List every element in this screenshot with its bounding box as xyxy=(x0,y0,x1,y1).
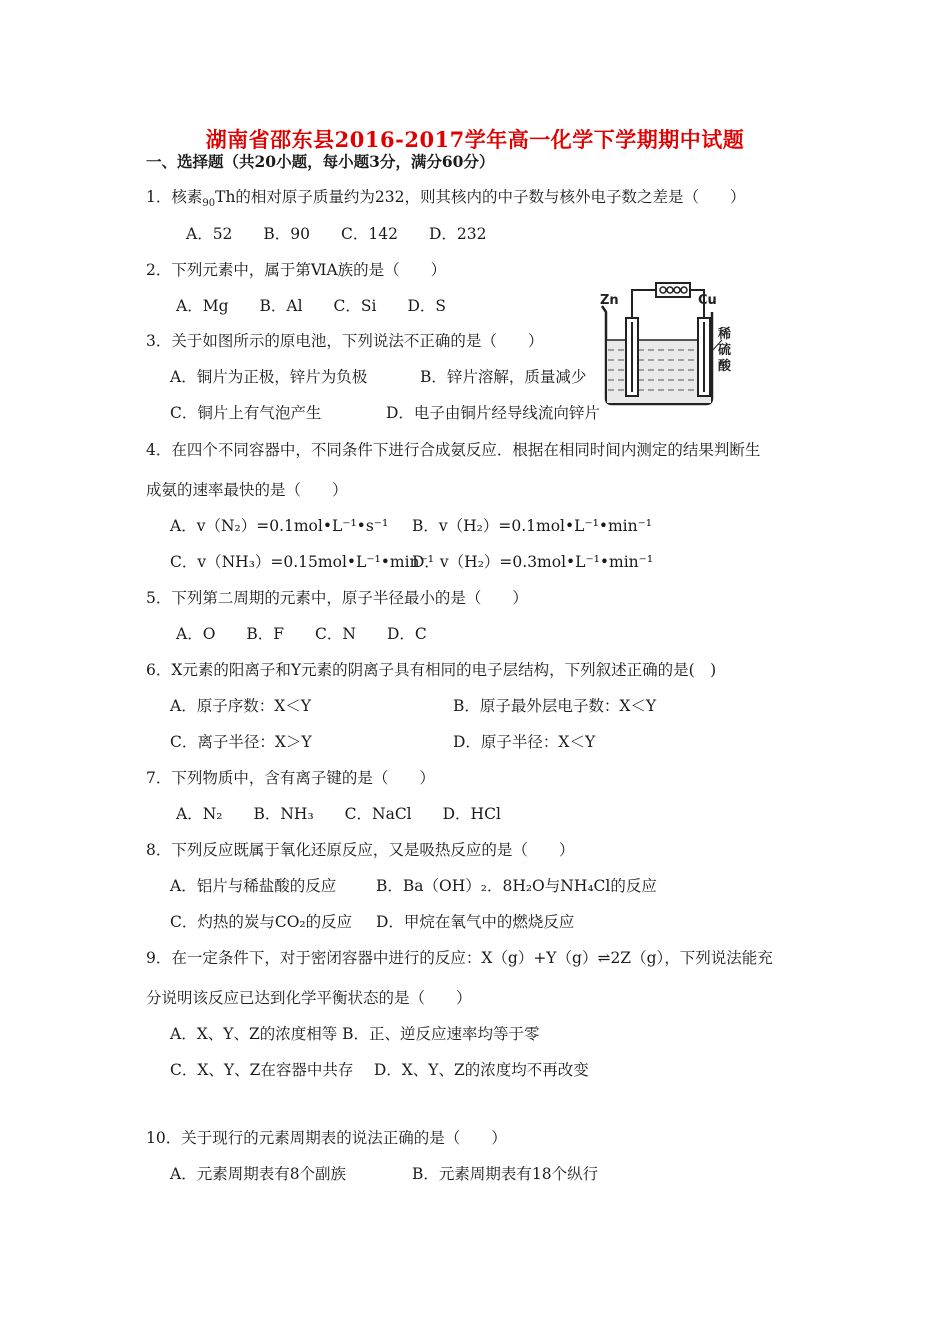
question-3-option-a: A．铜片为正极，锌片为负极 xyxy=(170,368,368,386)
question-7: 7．下列物质中，含有离子键的是（ ） xyxy=(146,769,435,787)
question-3-option-c: C．铜片上有气泡产生 xyxy=(170,404,322,422)
question-4-option-d: D．v（H₂）=0.3mol•L⁻¹•min⁻¹ xyxy=(412,553,654,571)
question-8: 8．下列反应既属于氧化还原反应，又是吸热反应的是（ ） xyxy=(146,841,575,859)
zn-label: Zn xyxy=(600,293,619,308)
question-3-option-b: B．锌片溶解，质量减少 xyxy=(420,368,587,386)
question-6-option-a: A．原子序数：X＜Y xyxy=(170,697,311,715)
question-5: 5．下列第二周期的元素中，原子半径最小的是（ ） xyxy=(146,589,528,607)
question-6-option-d: D．原子半径：X＜Y xyxy=(453,733,596,751)
question-8-option-a: A．铝片与稀盐酸的反应 xyxy=(170,877,337,895)
question-8-option-c: C．灼热的炭与CO₂的反应 xyxy=(170,913,353,931)
galvanic-cell-diagram xyxy=(594,270,744,410)
question-10-option-a: A．元素周期表有8个副族 xyxy=(170,1165,347,1183)
acid-label-2: 硫 xyxy=(718,343,732,358)
galvanic-cell-svg xyxy=(594,270,744,410)
question-6: 6．X元素的阳离子和Y元素的阴离子具有相同的电子层结构，下列叙述正确的是( ) xyxy=(146,661,717,679)
section-heading: 一、选择题（共20小题，每小题3分，满分60分） xyxy=(146,152,495,171)
page-title: 湖南省邵东县2016-2017学年高一化学下学期期中试题 xyxy=(205,127,745,152)
question-9-options-cd: C．X、Y、Z在容器中共存 D．X、Y、Z的浓度均不再改变 xyxy=(170,1061,589,1079)
question-9-line-1: 9．在一定条件下，对于密闭容器中进行的反应：X（g）+Y（g）⇌2Z（g），下列说法能充 xyxy=(146,949,773,967)
question-10-option-b: B．元素周期表有18个纵行 xyxy=(412,1165,599,1183)
question-4-line-2: 成氨的速率最快的是（ ） xyxy=(146,481,348,499)
question-4-line-1: 4．在四个不同容器中，不同条件下进行合成氨反应．根据在相同时间内测定的结果判断生 xyxy=(146,441,761,459)
question-3: 3．关于如图所示的原电池，下列说法不正确的是（ ） xyxy=(146,332,544,350)
question-9-options-ab: A．X、Y、Z的浓度相等 B．正、逆反应速率均等于零 xyxy=(170,1025,540,1043)
question-1-prefix: 1．核素 xyxy=(146,188,203,206)
acid-label-3: 酸 xyxy=(718,359,732,374)
question-8-option-d: D．甲烷在氧气中的燃烧反应 xyxy=(376,913,575,931)
cu-label: Cu xyxy=(698,293,717,308)
question-4-option-c: C．v（NH₃）=0.15mol•L⁻¹•min⁻¹ xyxy=(170,553,434,571)
question-4-option-b: B．v（H₂）=0.1mol•L⁻¹•min⁻¹ xyxy=(412,517,653,535)
question-8-option-b: B．Ba（OH）₂．8H₂O与NH₄Cl的反应 xyxy=(376,877,657,895)
question-4-option-a: A．v（N₂）=0.1mol•L⁻¹•s⁻¹ xyxy=(170,517,389,535)
question-3-option-d: D．电子由铜片经导线流向锌片 xyxy=(386,404,600,422)
question-5-options: A．O B．F C．N D．C xyxy=(176,625,427,643)
question-10: 10．关于现行的元素周期表的说法正确的是（ ） xyxy=(146,1129,507,1147)
question-2-options: A．Mg B．Al C．Si D．S xyxy=(176,297,447,315)
question-1 xyxy=(146,187,746,210)
question-6-option-b: B．原子最外层电子数：X＜Y xyxy=(453,697,657,715)
question-1-subscript: 90 xyxy=(202,198,216,210)
question-7-options: A．N₂ B．NH₃ C．NaCl D．HCl xyxy=(176,805,501,823)
question-1-options: A．52 B．90 C．142 D．232 xyxy=(186,225,487,243)
question-6-option-c: C．离子半径：X＞Y xyxy=(170,733,312,751)
acid-label-1: 稀 xyxy=(718,327,732,342)
electrolyte xyxy=(607,340,711,403)
question-9-line-2: 分说明该反应已达到化学平衡状态的是（ ） xyxy=(146,989,472,1007)
question-2: 2．下列元素中，属于第ⅥA族的是（ ） xyxy=(146,261,447,279)
question-1-text: Th的相对原子质量约为232，则其核内的中子数与核外电子数之差是（ ） xyxy=(215,188,746,206)
